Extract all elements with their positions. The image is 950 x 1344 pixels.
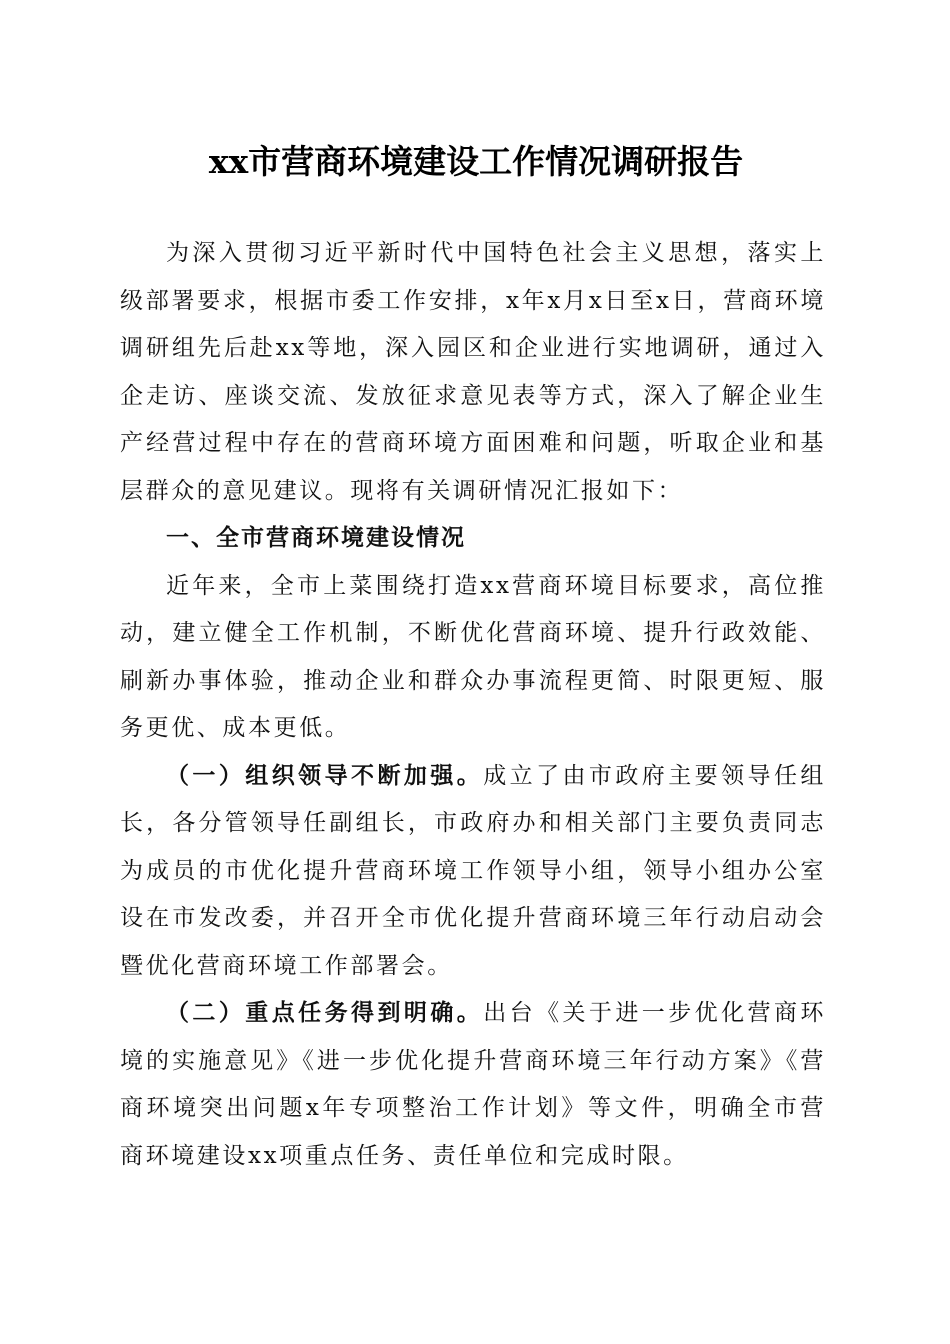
section-heading: 一、全市营商环境建设情况 xyxy=(166,525,466,551)
intro-paragraph: 为深入贯彻习近平新时代中国特色社会主义思想，落实上级部署要求，根据市委工作安排，x年x月x日至x日，营商环境调研组先后赴xx等地，深入园区和企业进行实地调研，通过入企走访、座谈交流、发放征求意见表等方式，深入了解企业生产经营过程中存在的营商环境方面困难和问题，听取企业和基层群众的意见建议。现将有关调研情况汇报如下： xyxy=(120,240,826,504)
subsection-lead: （二）重点任务得到明确。 xyxy=(166,1000,484,1026)
subsection-text: 成立了由市政府主要领导任组长，各分管领导任副组长，市政府办和相关部门主要负责同志为成员的市优化提升营商环境工作领导小组，领导小组办公室设在市发改委，并召开全市优化提升营商环境三年行动启动会暨优化营商环境工作部署会。 xyxy=(120,762,826,979)
subsection-text: 出台《关于进一步优化营商环境的实施意见》《进一步优化提升营商环境三年行动方案》《营商环境突出问题x年专项整治工作计划》等文件，明确全市营商环境建设xx项重点任务、责任单位和完成时限。 xyxy=(120,1000,826,1169)
subsection-paragraph-tasks xyxy=(120,990,826,1180)
subsection-lead: （一）组织领导不断加强。 xyxy=(166,762,484,789)
document-body xyxy=(120,230,826,1180)
document-title: xx市营商环境建设工作情况调研报告 xyxy=(208,142,744,181)
subsection-paragraph-organization xyxy=(120,753,826,991)
section-summary-paragraph: 近年来，全市上菜围绕打造xx营商环境目标要求，高位推动，建立健全工作机制，不断优化营商环境、提升行政效能、刷新办事体验，推动企业和群众办事流程更简、时限更短、服务更优、成本更低。 xyxy=(120,572,826,741)
